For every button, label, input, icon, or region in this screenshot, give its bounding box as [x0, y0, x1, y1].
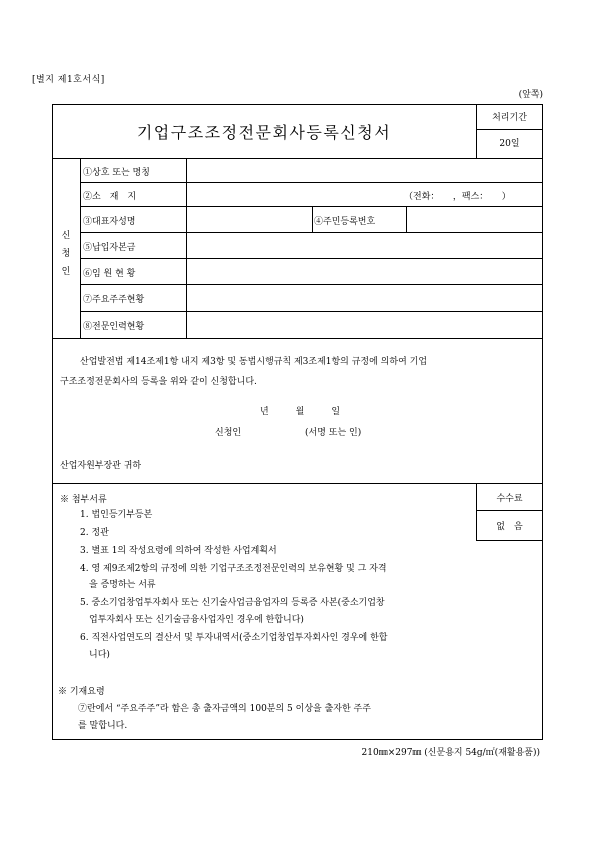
field-label-representative: ③대표자성명 — [83, 217, 136, 227]
applicant-signature-label: 신청인 — [215, 428, 242, 438]
applicant-group-label-3: 인 — [61, 267, 71, 277]
field-label-executives: ⑥임 원 현 황 — [83, 269, 136, 279]
signature-placeholder: (서명 또는 인) — [305, 428, 362, 438]
field-label-address: ②소 재 지 — [83, 192, 137, 202]
attachment-item: 2. 정관 — [80, 528, 109, 538]
applicant-group-label-2: 청 — [61, 249, 71, 259]
experts-field[interactable] — [187, 312, 542, 337]
processing-period-value: 20일 — [499, 139, 520, 149]
processing-period-label: 처리기간 — [492, 113, 527, 123]
applicant-group-label-1: 신 — [61, 231, 71, 241]
attachment-item: 6. 직전사업연도의 결산서 및 투자내역서(중소기업창업투자회사인 경우에 한합 — [80, 633, 388, 643]
front-side-label: (앞쪽) — [518, 90, 543, 100]
application-statement — [60, 352, 540, 392]
field-label-paid-capital: ⑤납입자본금 — [83, 243, 136, 253]
paid-capital-field[interactable] — [187, 233, 542, 257]
phone-fax-text: （전화： ，팩스： ） — [404, 192, 511, 202]
attachment-item: 을 증명하는 서류 — [80, 580, 156, 590]
attachment-item: 3. 별표 1의 작성요령에 의하여 작성한 사업계획서 — [80, 546, 277, 556]
fee-value: 없 음 — [496, 522, 523, 532]
executives-field[interactable] — [187, 259, 542, 283]
statement-line-1: 산업발전법 제14조제1항 내지 제3항 및 동법시행규칙 제3조제1항의 규정에 의하여 기업 — [80, 357, 428, 367]
form-title: 기업구조조정전문회사등록신청서 — [136, 123, 392, 142]
field-label-resident-number: ④주민등록번호 — [314, 217, 376, 227]
representative-name-field[interactable] — [187, 207, 311, 231]
attachment-item: 업투자회사 또는 신기술금융사업자인 경우에 한합니다) — [80, 615, 304, 625]
fee-label: 수수료 — [496, 494, 523, 504]
instructions-heading: ※ 기재요령 — [58, 687, 105, 697]
field-label-major-shareholders: ⑦주요주주현황 — [83, 295, 145, 305]
field-label-company-name: ①상호 또는 명칭 — [83, 168, 150, 178]
instructions-line-1: ⑦란에서 “주요주주”라 함은 총 출자금액의 100분의 5 이상을 출자한 주주 — [78, 704, 371, 714]
resident-number-field[interactable] — [407, 207, 542, 231]
attachment-item: 4. 영 제9조제2항의 규정에 의한 기업구조조정전문인력의 보유현황 및 그 자격 — [80, 564, 387, 574]
field-label-experts: ⑧전문인력현황 — [83, 322, 145, 332]
statement-line-2: 구조조정전문회사의 등록을 위와 같이 신청합니다. — [60, 377, 257, 387]
addressee: 산업자원부장관 귀하 — [60, 461, 142, 471]
attachment-item: 1. 법인등기부등본 — [80, 510, 153, 520]
date-line: 년 월 일 — [259, 407, 341, 417]
form-number-label: [별지 제1호서식] — [32, 75, 105, 85]
instructions-line-2: 를 말합니다. — [78, 721, 128, 731]
major-shareholders-field[interactable] — [187, 285, 542, 310]
attachment-item: 니다) — [80, 650, 110, 660]
paper-size-footer: 210㎜×297㎜ (신문용지 54g/㎡(재활용품)) — [361, 748, 540, 758]
attachment-item: 5. 중소기업창업투자회사 또는 신기술사업금융업자의 등록증 사본(중소기업창 — [80, 598, 385, 608]
attachments-heading: ※ 첨부서류 — [60, 495, 107, 505]
company-name-field[interactable] — [187, 159, 542, 181]
